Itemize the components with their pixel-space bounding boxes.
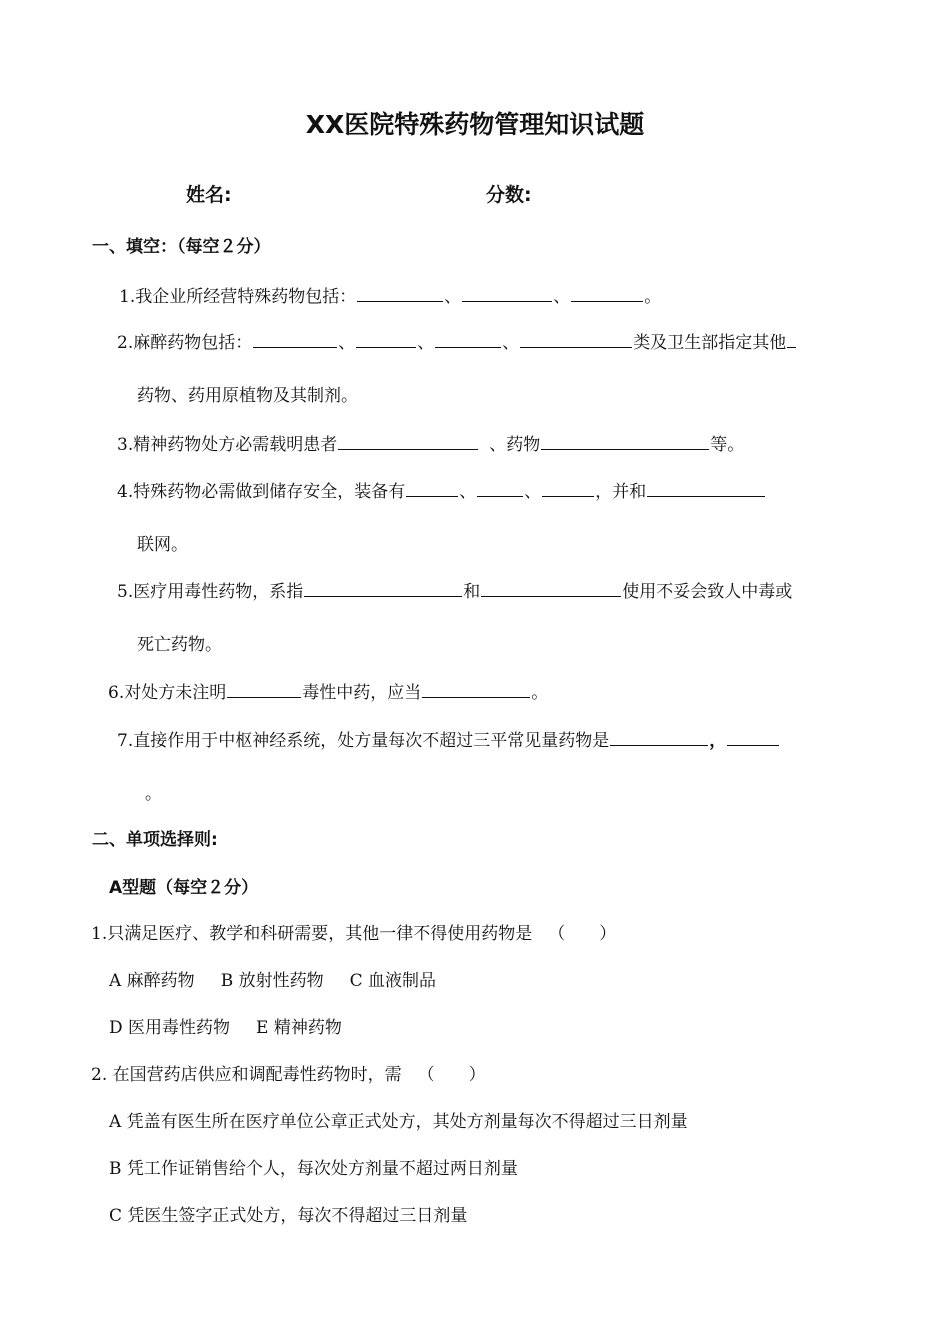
sentence-end: 。 — [644, 287, 662, 307]
question-text-mid: 和 — [463, 582, 481, 602]
question-text: 5.医疗用毒性药物，系指 — [117, 582, 304, 602]
answer-parentheses[interactable]: （ ） — [417, 1065, 486, 1085]
answer-blank[interactable] — [356, 331, 416, 348]
question-1-4-continued: 联网。 — [137, 535, 188, 555]
separator: 、 — [459, 482, 477, 502]
answer-blank[interactable] — [477, 480, 523, 497]
answer-blank[interactable] — [422, 681, 530, 698]
question-1-5-continued: 死亡药物。 — [137, 635, 222, 655]
question-1-5 — [117, 580, 792, 603]
question-1-7 — [117, 729, 780, 752]
option-c[interactable]: C 血液制品 — [349, 971, 437, 991]
section-heading-single-choice: 二、单项选择则: — [92, 830, 218, 850]
answer-blank[interactable] — [727, 729, 779, 746]
question-text-tail: 使用不妥会致人中毒或 — [622, 582, 793, 602]
question-text: 3.精神药物处方必需载明患者 — [117, 435, 338, 455]
separator: 、 — [524, 482, 542, 502]
question-1-3 — [117, 433, 744, 456]
subsection-heading-type-a: A型题（每空２分） — [109, 878, 259, 898]
question-2-1-options-row-1 — [109, 970, 436, 992]
answer-blank[interactable] — [338, 433, 478, 450]
question-text: 2.麻醉药物包括： — [117, 333, 253, 353]
question-1-6 — [108, 681, 548, 704]
question-stem: 1.只满足医疗、教学和科研需要，其他一律不得使用药物是 — [91, 924, 533, 944]
question-2-2-option-a[interactable]: A 凭盖有医生所在医疗单位公章正式处方，其处方剂量每次不得超过三日剂量 — [109, 1112, 688, 1132]
answer-blank[interactable] — [435, 331, 501, 348]
separator: ， — [709, 731, 727, 751]
question-1-2 — [117, 331, 797, 354]
sentence-end: 。 — [531, 683, 549, 703]
separator: 、 — [338, 333, 356, 353]
question-text: 7.直接作用于中枢神经系统，处方量每次不超过三平常见量药物是 — [117, 731, 610, 751]
question-text: 4.特殊药物必需做到储存安全，装备有 — [117, 482, 406, 502]
question-2-1 — [91, 923, 616, 945]
option-e[interactable]: E 精神药物 — [256, 1018, 342, 1038]
separator: 、 — [444, 287, 462, 307]
separator: 、 — [502, 333, 520, 353]
answer-blank[interactable] — [520, 331, 632, 348]
answer-blank[interactable] — [253, 331, 337, 348]
answer-blank[interactable] — [227, 681, 301, 698]
question-1-4 — [117, 480, 766, 503]
page-title: XX医院特殊药物管理知识试题 — [305, 110, 645, 139]
answer-blank[interactable] — [610, 729, 708, 746]
question-text: 1.我企业所经营特殊药物包括： — [119, 287, 357, 307]
answer-blank[interactable] — [647, 480, 765, 497]
name-label: 姓名: — [186, 184, 232, 206]
option-d[interactable]: D 医用毒性药物 — [109, 1018, 231, 1038]
question-text: 6.对处方未注明 — [108, 683, 227, 703]
question-1-2-continued: 药物、药用原植物及其制剂。 — [137, 386, 358, 406]
answer-blank[interactable] — [542, 480, 594, 497]
question-1-1 — [119, 285, 661, 308]
separator: 、 — [417, 333, 435, 353]
question-text-mid: 毒性中药，应当 — [302, 683, 422, 703]
answer-blank[interactable] — [481, 580, 621, 597]
answer-blank[interactable] — [787, 331, 796, 348]
answer-blank[interactable] — [571, 285, 643, 302]
answer-blank[interactable] — [304, 580, 462, 597]
question-2-2-option-b[interactable]: B 凭工作证销售给个人，每次处方剂量不超过两日剂量 — [109, 1159, 518, 1179]
answer-parentheses[interactable]: （ ） — [548, 924, 617, 944]
question-2-1-options-row-2 — [109, 1017, 342, 1039]
answer-blank[interactable] — [462, 285, 552, 302]
sentence-end: 等。 — [710, 435, 745, 455]
option-b[interactable]: B 放射性药物 — [220, 971, 324, 991]
question-1-7-continued: 。 — [145, 784, 162, 804]
question-2-2-option-c[interactable]: C 凭医生签字正式处方，每次不得超过三日剂量 — [109, 1206, 468, 1226]
answer-blank[interactable] — [541, 433, 709, 450]
question-text-mid: ，并和 — [595, 482, 647, 502]
question-text-tail: 类及卫生部指定其他 — [633, 333, 787, 353]
question-stem: 2. 在国营药店供应和调配毒性药物时，需 — [91, 1065, 402, 1085]
option-a[interactable]: A 麻醉药物 — [109, 971, 195, 991]
section-heading-fill-blank: 一、填空：（每空２分） — [92, 237, 271, 257]
question-text-mid: 、药物 — [489, 435, 541, 455]
question-2-2 — [91, 1064, 486, 1086]
answer-blank[interactable] — [406, 480, 458, 497]
score-label: 分数: — [486, 184, 532, 206]
answer-blank[interactable] — [357, 285, 443, 302]
separator: 、 — [553, 287, 571, 307]
